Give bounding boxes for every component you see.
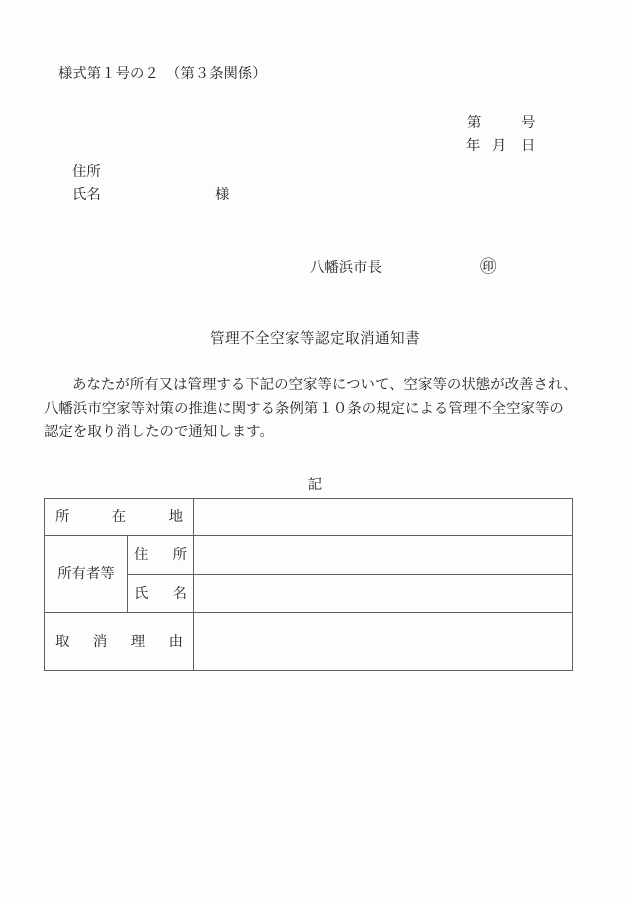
owner-address-value-cell <box>194 536 573 575</box>
owner-name-value-cell <box>194 575 573 613</box>
location-value-cell <box>194 499 573 536</box>
body-paragraph <box>44 374 584 445</box>
document-title: 管理不全空家等認定取消通知書 <box>210 331 420 347</box>
owner-group-label: 所有者等 <box>57 566 115 582</box>
recipient-name-label: 氏名 <box>72 187 101 203</box>
table-row-owner-address <box>45 536 573 575</box>
location-label: 所 在 地 <box>55 509 183 525</box>
reason-label-cell <box>45 613 194 671</box>
reason-value-cell <box>194 613 573 671</box>
doc-number-prefix: 第 <box>467 115 482 131</box>
owner-address-label: 住 所 <box>134 547 187 563</box>
notice-table <box>44 498 573 671</box>
date-day-label: 日 <box>521 138 536 154</box>
sender-name: 八幡浜市長 <box>310 260 382 276</box>
location-label-cell <box>45 499 194 536</box>
owner-address-label-cell <box>128 536 194 575</box>
seal-icon: ㊞ <box>480 257 497 276</box>
section-marker-ki: 記 <box>307 477 323 493</box>
table-row-reason <box>45 613 573 671</box>
owner-name-label: 氏 名 <box>134 585 187 602</box>
body-line: あなたが所有又は管理する下記の空家等について、空家等の状態が改善され、 <box>72 377 578 393</box>
reason-label: 取 消 理 由 <box>55 633 183 650</box>
owner-name-label-cell <box>128 575 194 613</box>
recipient-honorific-label: 様 <box>215 187 230 203</box>
doc-number-suffix: 号 <box>521 115 536 131</box>
date-month-label: 月 <box>492 138 507 154</box>
table-row-location <box>45 499 573 536</box>
form-number: 様式第１号の２ （第３条関係） <box>58 66 267 82</box>
recipient-address-label: 住所 <box>72 164 101 180</box>
body-line: 認定を取り消したので通知します。 <box>44 424 274 441</box>
owner-group-label-cell <box>45 536 128 613</box>
body-line: 八幡浜市空家等対策の推進に関する条例第１０条の規定による管理不全空家等の <box>44 400 564 417</box>
date-year-label: 年 <box>466 138 481 154</box>
